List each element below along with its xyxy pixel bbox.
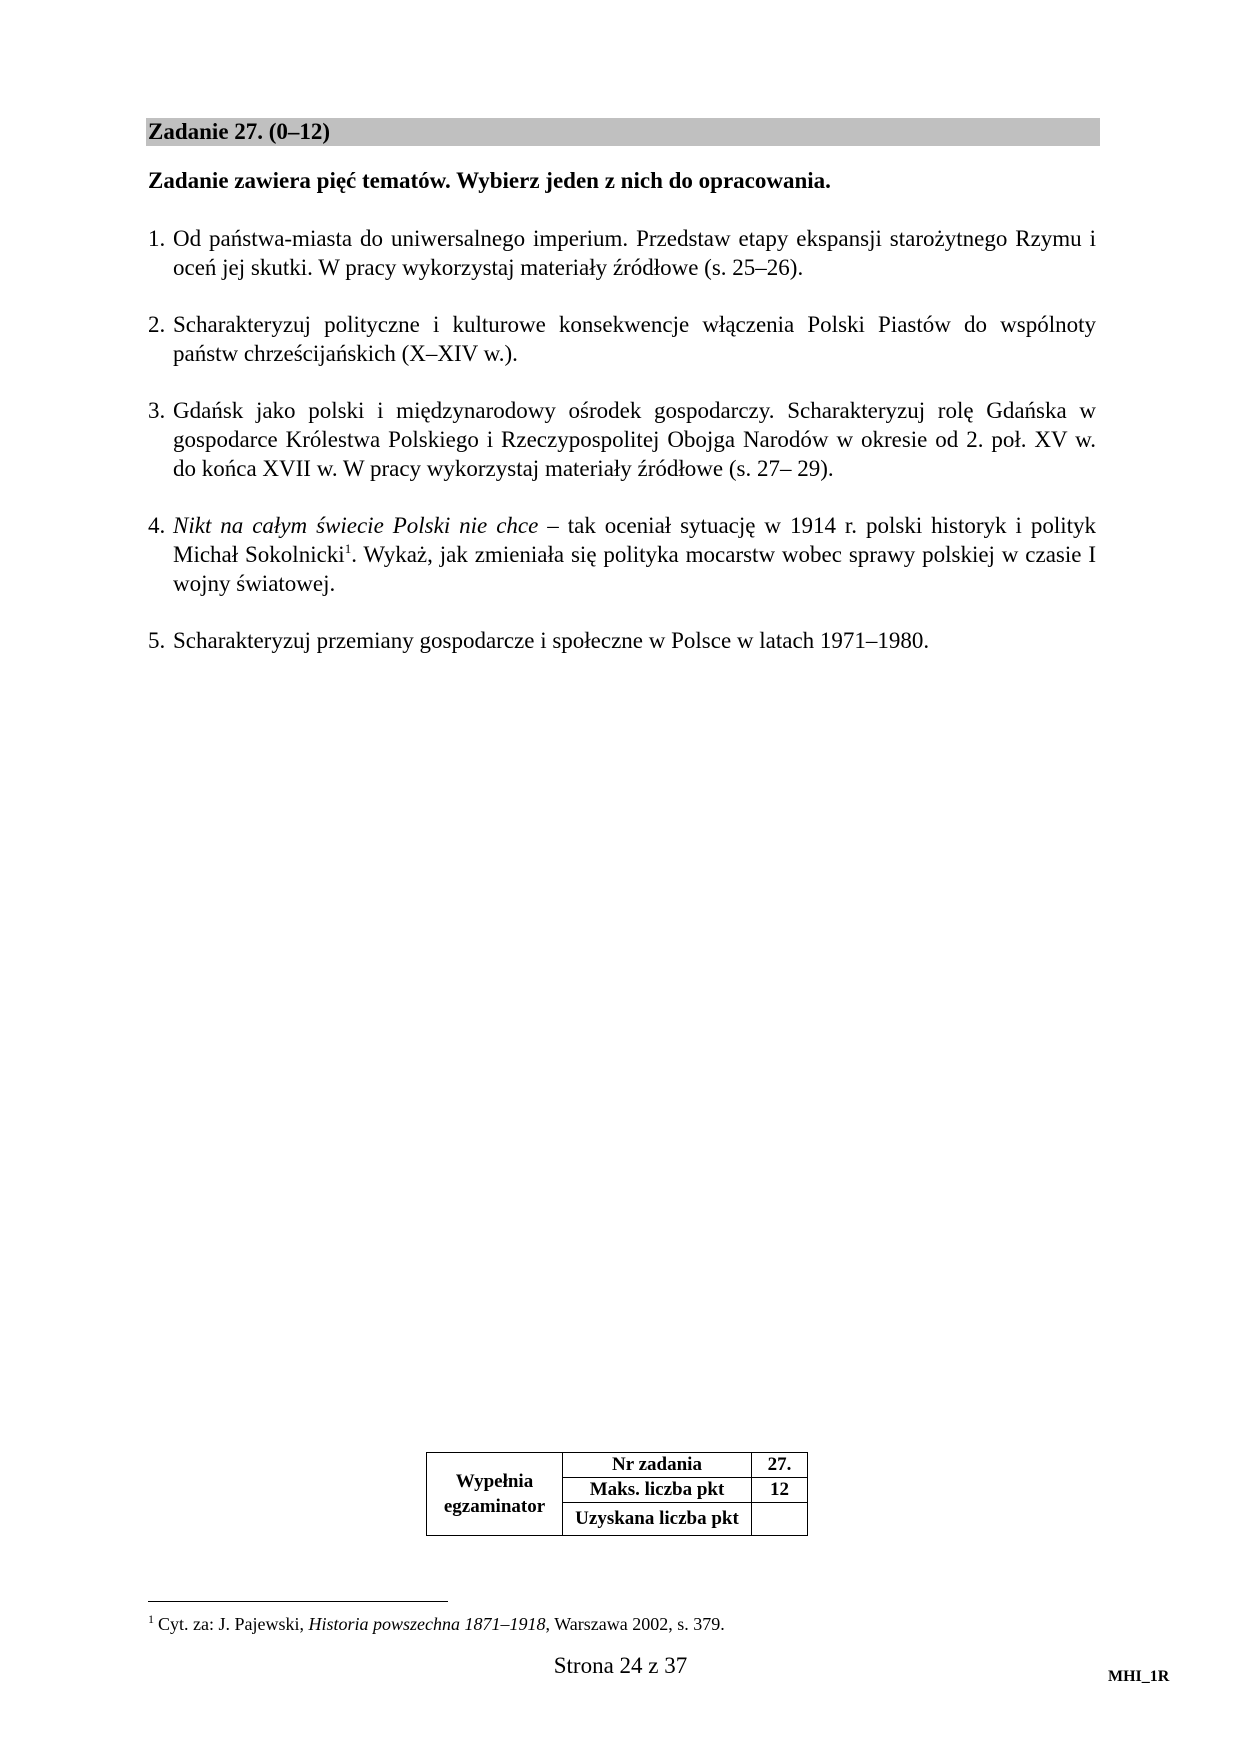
topic-list — [148, 224, 1096, 683]
table-cell-label: Nr zadania — [563, 1453, 752, 1478]
table-cell-value: 12 — [752, 1478, 808, 1503]
footnote-prefix: Cyt. za: J. Pajewski, — [158, 1614, 309, 1634]
topic-text — [173, 511, 1096, 598]
table-row — [427, 1453, 808, 1478]
topic-number: 3. — [148, 398, 166, 423]
table-cell-value: 27. — [752, 1453, 808, 1478]
topic-number: 1. — [148, 226, 166, 251]
examiner-label-line: Wypełnia — [455, 1471, 534, 1492]
task-header: Zadanie 27. (0–12) — [146, 118, 1100, 146]
document-code: MHI_1R — [1108, 1668, 1170, 1685]
topic-number: 4. — [148, 513, 166, 538]
table-cell-label: Uzyskana liczba pkt — [563, 1503, 752, 1536]
footnote-mark: 1 — [148, 1612, 154, 1626]
topic-number: 2. — [148, 312, 166, 337]
topic-item-2 — [148, 310, 1096, 368]
footnote-suffix: , Warszawa 2002, s. 379. — [545, 1614, 725, 1634]
task-instruction: Zadanie zawiera pięć tematów. Wybierz jeden z nich do opracowania. — [148, 168, 831, 193]
examiner-score-table — [426, 1452, 808, 1536]
topic-text: Scharakteryzuj polityczne i kulturowe konsekwencje włączenia Polski Piastów do wspólnoty państw chrześcijańskich (X–XIV w.). — [173, 312, 1096, 366]
footnote-title: Historia powszechna 1871–1918 — [308, 1614, 546, 1634]
topic-item-3 — [148, 396, 1096, 483]
examiner-label-line: egzaminator — [443, 1496, 546, 1517]
footnote-divider — [148, 1601, 448, 1602]
topic-text-part: – tak oceniał sytuację w 1914 r. polski historyk i polityk Michał Sokolnicki — [173, 513, 1096, 567]
topic-number: 5. — [148, 628, 166, 653]
topic-item-4 — [148, 511, 1096, 598]
topic-text-part: . Wykaż, jak zmieniała się polityka mocarstw wobec sprawy polskiej w czasie I wojny światowej. — [173, 542, 1096, 596]
topic-text: Gdańsk jako polski i międzynarodowy ośrodek gospodarczy. Scharakteryzuj rolę Gdańska w gospodarce Królestwa Polskiego i Rzeczypospolitej Obojga Narodów w okresie od 2. poł. XV w. do końca XVII w. W pracy wykorzystaj materiały źródłowe (s. 27– 29). — [173, 398, 1096, 481]
topic-text: Scharakteryzuj przemiany gospodarcze i społeczne w Polsce w latach 1971–1980. — [173, 628, 930, 653]
topic-item-5 — [148, 626, 1096, 655]
topic-text: Od państwa-miasta do uniwersalnego imperium. Przedstaw etapy ekspansji starożytnego Rzymu i oceń jej skutki. W pracy wykorzystaj materiały źródłowe (s. 25–26). — [173, 226, 1096, 280]
table-cell-label: Maks. liczba pkt — [563, 1478, 752, 1503]
examiner-label — [427, 1453, 563, 1536]
page-number: Strona 24 z 37 — [553, 1653, 688, 1678]
footnote-reference[interactable]: 1 — [344, 541, 352, 556]
footnote — [148, 1613, 725, 1635]
topic-quote: Nikt na całym świecie Polski nie chce — [173, 513, 539, 538]
score-entry-cell[interactable] — [752, 1503, 808, 1536]
topic-item-1 — [148, 224, 1096, 282]
